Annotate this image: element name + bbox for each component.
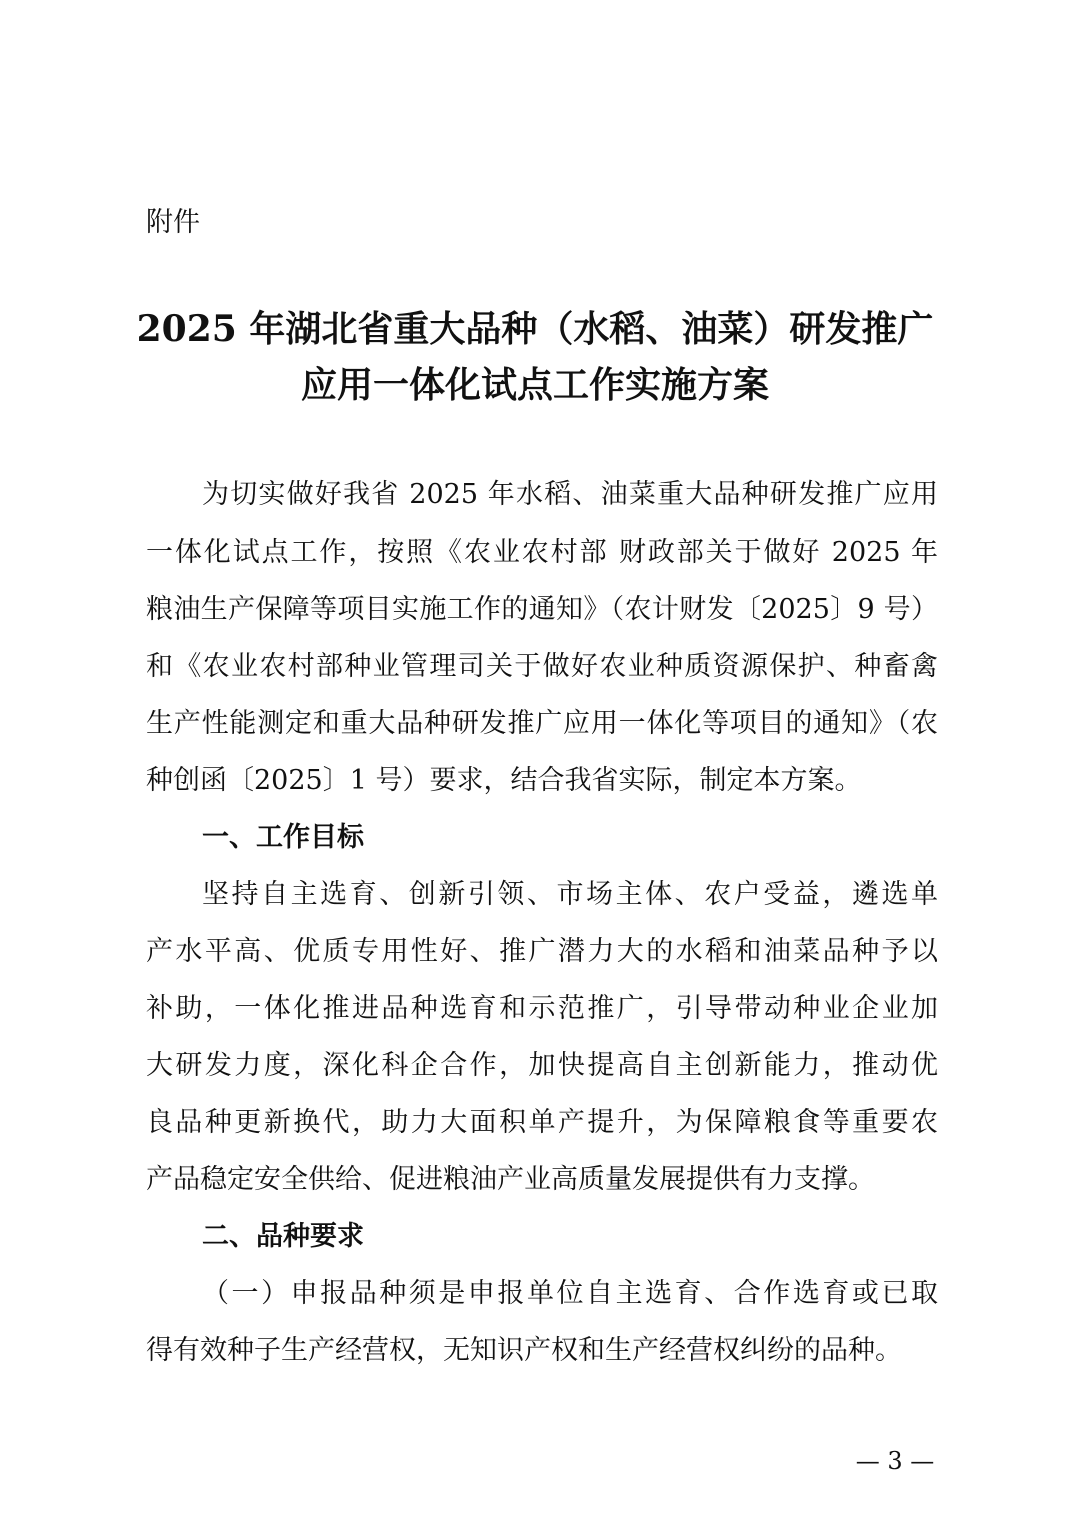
document-title-line-2: 应用一体化试点工作实施方案 — [300, 364, 769, 406]
attachment-label: 附件 — [146, 207, 200, 238]
section2-paragraph-line: （一）申报品种须是申报单位自主选育、合作选育或已取 — [202, 1278, 938, 1309]
document-title-line-1: 2025 年湖北省重大品种（水稻、油菜）研发推广 — [136, 308, 934, 350]
section1-paragraph-line: 产品稳定安全供给、促进粮油产业高质量发展提供有力支撑。 — [146, 1164, 875, 1195]
page-number: — 3 — — [855, 1447, 935, 1475]
intro-paragraph-line: 种创函〔2025〕1 号）要求，结合我省实际，制定本方案。 — [146, 765, 862, 796]
section1-paragraph-line: 大研发力度，深化科企合作，加快提高自主创新能力，推动优 — [146, 1050, 938, 1081]
intro-paragraph-line: 一体化试点工作，按照《农业农村部 财政部关于做好 2025 年 — [146, 537, 938, 568]
intro-paragraph-line: 为切实做好我省 2025 年水稻、油菜重大品种研发推广应用 — [202, 479, 938, 510]
section1-paragraph-line: 良品种更新换代，助力大面积单产提升，为保障粮食等重要农 — [146, 1107, 938, 1138]
intro-paragraph-line: 生产性能测定和重大品种研发推广应用一体化等项目的通知》（农 — [146, 708, 938, 739]
section-heading-work-goals: 一、工作目标 — [202, 822, 364, 853]
section1-paragraph-line: 产水平高、优质专用性好、推广潜力大的水稻和油菜品种予以 — [146, 936, 938, 967]
intro-paragraph-line: 和《农业农村部种业管理司关于做好农业种质资源保护、种畜禽 — [146, 651, 938, 682]
section-heading-variety-requirements: 二、品种要求 — [202, 1221, 364, 1252]
section2-paragraph-line: 得有效种子生产经营权，无知识产权和生产经营权纠纷的品种。 — [146, 1335, 902, 1366]
section1-paragraph-line: 补助，一体化推进品种选育和示范推广，引导带动种业企业加 — [146, 993, 938, 1024]
intro-paragraph-line: 粮油生产保障等项目实施工作的通知》（农计财发〔2025〕9 号） — [146, 594, 938, 625]
section1-paragraph-line: 坚持自主选育、创新引领、市场主体、农户受益，遴选单 — [202, 879, 938, 910]
